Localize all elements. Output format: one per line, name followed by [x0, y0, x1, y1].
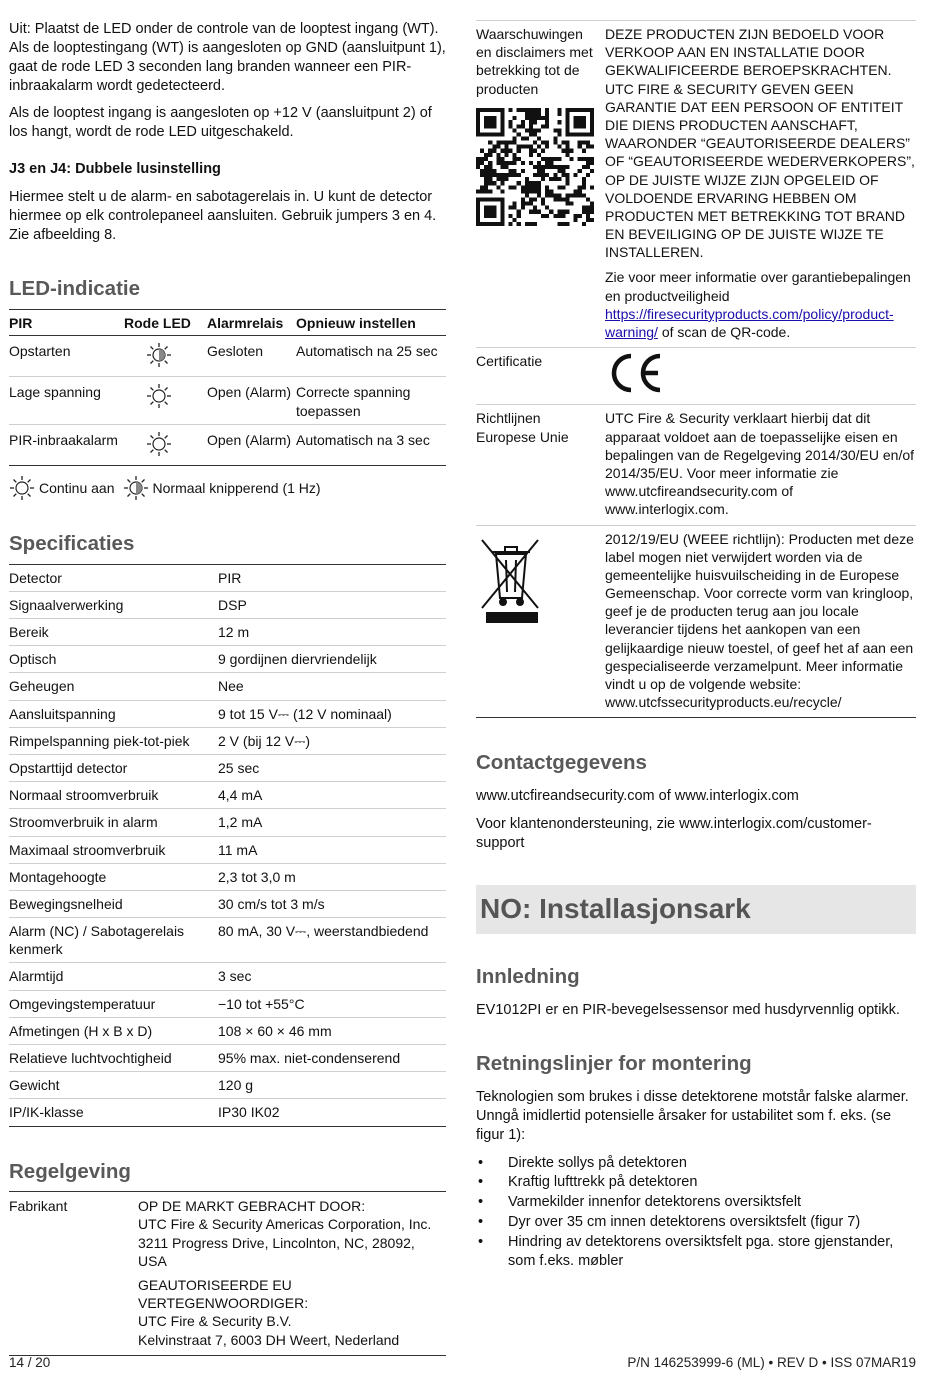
spec-key: Alarm (NC) / Sabotagerelais kenmerk [9, 918, 218, 963]
spec-key: Aansluitspanning [9, 700, 218, 727]
table-row [9, 1017, 446, 1044]
spec-key: Afmetingen (H x B x D) [9, 1017, 218, 1044]
table-row [9, 591, 446, 618]
led-row-reset: Automatisch na 3 sec [296, 424, 446, 465]
instability-list [476, 1154, 916, 1271]
led-row-pir: Opstarten [9, 336, 124, 377]
spec-value: 2 V (bij 12 V⎓) [218, 727, 446, 754]
table-row [476, 348, 916, 405]
retningslinjer-text: Teknologien som brukes i disse detektorene motstår falske alarmer. Unngå imidlertid potensielle årsaker for ustabilitet som f. eks. (se figur 1): [476, 1089, 909, 1143]
spec-value: 1,2 mA [218, 809, 446, 836]
led-table [9, 309, 446, 466]
spec-value: 25 sec [218, 754, 446, 781]
list-item: • Direkte sollys på detektoren [476, 1154, 916, 1173]
table-row [9, 782, 446, 809]
blinking-led-icon [146, 342, 172, 368]
table-row [9, 754, 446, 781]
reg-value [138, 1192, 446, 1356]
table-row [476, 405, 916, 525]
intro-paragraph-1: Uit: Plaatst de LED onder de controle van de looptest ingang (WT). Als de looptestingang (WT) is aangesloten op GND (aansluitpunt 1), gaat de rode LED 3 seconden lang branden wanneer een PIR-inbraakalarm wordt gedetecteerd. [9, 21, 446, 94]
spec-value: 120 g [218, 1072, 446, 1099]
legend-continuous: Continu aan [39, 479, 115, 496]
intro-paragraph-2: Als de looptest ingang is aangesloten op +12 V (aansluitpunt 2) of los hangt, wordt de rode LED uitgeschakeld. [9, 105, 432, 141]
spec-key: Optisch [9, 646, 218, 673]
continuous-led-icon [146, 383, 172, 409]
spec-value: 95% max. niet-condenserend [218, 1045, 446, 1072]
table-row [9, 424, 446, 465]
reg-line: Kelvinstraat 7, 6003 DH Weert, Nederland [138, 1331, 400, 1348]
left-column [9, 20, 446, 1356]
table-row [476, 21, 916, 348]
eu-text: UTC Fire & Security verklaart hierbij dat dit apparaat voldoet aan de toepasselijke eisen en bepalingen van de Regelgeving 2014/30/EU en/of 2014/35/EU. Voor meer informatie zie www.utcfireandsecurity.com of www.interlogix.com. [605, 405, 916, 525]
list-item: • Varmekilder innenfor detektorens oversiktsfelt [476, 1193, 916, 1212]
warnings-label-text: Waarschuwingen en disclaimers met betrekking tot de producten [476, 26, 593, 97]
part-number: P/N 146253999-6 (ML) • REV D • ISS 07MAR19 [627, 1355, 916, 1370]
led-heading: LED-indicatie [9, 277, 140, 301]
list-item: • Kraftig lufttrekk på detektoren [476, 1173, 916, 1192]
disclaimer-table [476, 20, 916, 718]
table-row [476, 525, 916, 718]
warnings-text: DEZE PRODUCTEN ZIJN BEDOELD VOOR VERKOOP AAN EN INSTALLATIE DOOR GEKWALIFICEERDE BEROEPSKRACHTEN. UTC FIRE & SECURITY GEVEN GEEN GARANTIE DAT EEN PERSOON OF ENTITEIT DIE DIENS PRODUCTEN AANSCHAFT, WAARONDER “GEAUTORISEERDE DEALERS” OF “GEAUTORISEERDE WEDERVERKOPERS”, OP DE JUISTE WIJZE ZIJN OPGELEID OF VOLDOENDE ERVARING HEBBEN OM PRODUCTEN MET BETREKKING TOT BRAND EN BEVEILIGING OP DE JUISTE WIJZE TE INSTALLEREN. [605, 26, 915, 261]
spec-key: Signaalverwerking [9, 591, 218, 618]
spec-value: PIR [218, 564, 446, 591]
eu-label [476, 405, 605, 525]
table-row [9, 963, 446, 990]
spec-value: 108 × 60 × 46 mm [218, 1017, 446, 1044]
right-column [476, 20, 916, 1272]
spec-key: Geheugen [9, 673, 218, 700]
spec-value: IP30 IK02 [218, 1099, 446, 1126]
list-item: • Hindring av detektorens oversiktsfelt pga. store gjenstander, som f.eks. møbler [476, 1233, 916, 1271]
continuous-led-icon [9, 475, 35, 501]
no-section-banner: NO: Installasjonsark [476, 885, 916, 934]
cert-label: Certificatie [476, 348, 605, 405]
reg-line: 3211 Progress Drive, Lincolnton, NC, 28092, USA [138, 1234, 415, 1269]
page-number: 14 / 20 [9, 1355, 51, 1370]
spec-key: Alarmtijd [9, 963, 218, 990]
led-row-relay: Open (Alarm) [207, 377, 296, 424]
spec-key: Opstarttijd detector [9, 754, 218, 781]
spec-value: 12 m [218, 619, 446, 646]
cert-value [605, 348, 916, 405]
j3-j4-title: J3 en J4: Dubbele lusinstelling [9, 161, 221, 178]
spec-key: Relatieve luchtvochtigheid [9, 1045, 218, 1072]
spec-key: Rimpelspanning piek-tot-piek [9, 727, 218, 754]
reg-line: OP DE MARKT GEBRACHT DOOR: [138, 1198, 366, 1215]
spec-key: IP/IK-klasse [9, 1099, 218, 1126]
led-table-header [9, 310, 446, 336]
table-row [9, 336, 446, 377]
innledning-heading: Innledning [476, 964, 580, 988]
weee-text: 2012/19/EU (WEEE richtlijn): Producten met deze label mogen niet verwijdert worden via de gemeentelijke huisvuilscheiding in de Europese Gemeenschap. Voor correcte vorm van kringloop, geef je de producten terug aan jou locale leverancier tijdens het aankopen van een gelijkaardige nieuw toestel, of geef het af aan een gespecialiseerde verzamelpunt. Meer informatie vindt u op de volgende website: www.utcfssecurityproducts.eu/recycle/ [605, 525, 916, 718]
spec-key: Stroomverbruik in alarm [9, 809, 218, 836]
table-row [9, 836, 446, 863]
warnings-tail-text: of scan de QR-code. [661, 324, 791, 340]
spec-value: 4,4 mA [218, 782, 446, 809]
spec-value: 3 sec [218, 963, 446, 990]
spec-table [9, 564, 446, 1127]
innledning-text: EV1012PI er en PIR-bevegelsessensor med husdyrvennlig optikk. [476, 1001, 900, 1018]
reg-line: GEAUTORISEERDE EU [138, 1276, 292, 1293]
contact-paragraph-2: Voor klantenondersteuning, zie www.interlogix.com/customer-support [476, 815, 872, 851]
led-row-relay: Open (Alarm) [207, 424, 296, 465]
led-header-led: Rode LED [124, 310, 207, 336]
blinking-led-icon [123, 475, 149, 501]
reg-line: UTC Fire & Security B.V. [138, 1313, 292, 1330]
weee-bin-icon [476, 532, 546, 624]
table-row [9, 1192, 446, 1356]
table-row [9, 809, 446, 836]
warnings-label [476, 21, 605, 348]
table-row [9, 1045, 446, 1072]
eu-label-text: Richtlijnen Europese Unie [476, 410, 569, 445]
table-row [9, 990, 446, 1017]
warnings-value [605, 21, 916, 348]
table-row [9, 1099, 446, 1126]
table-row [9, 918, 446, 963]
qr-code-icon [476, 108, 594, 226]
spec-key: Bewegingsnelheid [9, 890, 218, 917]
spec-key: Detector [9, 564, 218, 591]
j3-j4-text: Hiermee stelt u de alarm- en sabotagerelais in. U kunt de detector hiermee op elk controlepaneel aansluiten. Gebruik jumpers 3 en 4. Zie afbeelding 8. [9, 188, 437, 243]
spec-key: Omgevingstemperatuur [9, 990, 218, 1017]
led-row-reset: Automatisch na 25 sec [296, 336, 446, 377]
table-row [9, 700, 446, 727]
table-row [9, 564, 446, 591]
reg-line: UTC Fire & Security Americas Corporation, Inc. [138, 1216, 432, 1233]
led-header-reset: Opnieuw instellen [296, 310, 446, 336]
table-row [9, 1072, 446, 1099]
continuous-led-icon [146, 431, 172, 457]
table-row [9, 863, 446, 890]
table-row [9, 727, 446, 754]
warnings-more-text: Zie voor meer informatie over garantiebepalingen en productveiligheid [605, 269, 911, 304]
spec-value: −10 tot +55°C [218, 990, 446, 1017]
regelgeving-heading: Regelgeving [9, 1159, 131, 1183]
table-row [9, 673, 446, 700]
spec-value: 2,3 tot 3,0 m [218, 863, 446, 890]
table-row [9, 377, 446, 424]
regelgeving-table [9, 1191, 446, 1356]
spec-value: DSP [218, 591, 446, 618]
contact-paragraph-1: www.utcfireandsecurity.com of www.interlogix.com [476, 788, 799, 805]
spec-key: Gewicht [9, 1072, 218, 1099]
spec-value: Nee [218, 673, 446, 700]
spec-key: Montagehoogte [9, 863, 218, 890]
spec-key: Normaal stroomverbruik [9, 782, 218, 809]
table-row [9, 619, 446, 646]
led-legend [9, 475, 446, 501]
spec-value: 9 tot 15 V⎓ (12 V nominaal) [218, 700, 446, 727]
ce-mark-icon [605, 352, 665, 394]
reg-line: VERTEGENWOORDIGER: [138, 1295, 309, 1312]
led-row-relay: Gesloten [207, 336, 296, 377]
spec-key: Bereik [9, 619, 218, 646]
warnings-more [605, 268, 916, 341]
led-header-relay: Alarmrelais [207, 310, 296, 336]
table-row [9, 890, 446, 917]
product-warning-link[interactable]: https://firesecurityproducts.com/policy/product-warning/ [605, 305, 894, 340]
retningslinjer-heading: Retningslinjer for montering [476, 1052, 752, 1076]
spec-key: Maximaal stroomverbruik [9, 836, 218, 863]
led-header-pir: PIR [9, 310, 124, 336]
spec-value: 9 gordijnen diervriendelijk [218, 646, 446, 673]
specs-heading: Specificaties [9, 532, 135, 556]
led-row-pir: Lage spanning [9, 377, 124, 424]
led-row-reset: Correcte spanning toepassen [296, 377, 446, 424]
spec-value: 30 cm/s tot 3 m/s [218, 890, 446, 917]
spec-value: 11 mA [218, 836, 446, 863]
weee-icon-cell [476, 525, 605, 718]
contact-heading: Contactgegevens [476, 751, 647, 775]
legend-blinking: Normaal knipperend (1 Hz) [152, 479, 321, 496]
table-row [9, 646, 446, 673]
led-row-pir: PIR-inbraakalarm [9, 424, 124, 465]
reg-label: Fabrikant [9, 1192, 138, 1356]
list-item: • Dyr over 35 cm innen detektorens oversiktsfelt (figur 7) [476, 1213, 916, 1232]
spec-value: 80 mA, 30 V⎓, weerstandbiedend [218, 918, 446, 963]
